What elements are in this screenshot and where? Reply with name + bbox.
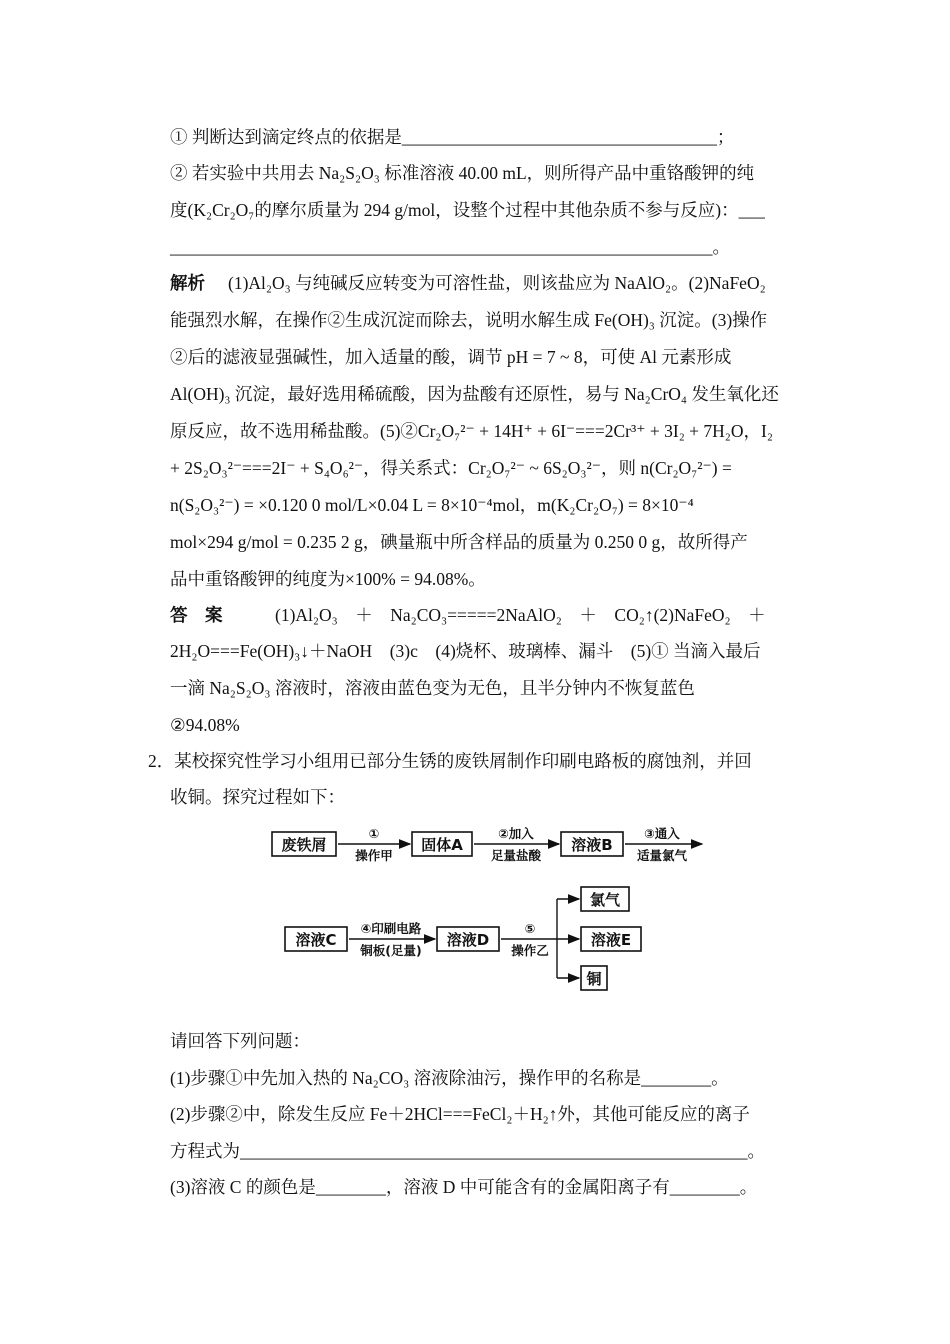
sub-question-3: (3)溶液 C 的颜色是________，溶液 D 中可能含有的金属阳离子有________。 (170, 1177, 758, 1197)
analysis-line: 品中重铬酸钾的纯度为×100% = 94.08%。 (170, 569, 486, 589)
answer-line: 2H₂O===Fe(OH)₃↓＋NaOH (3)c (4)烧杯、玻璃棒、漏斗 (5)① 当滴入最后 (170, 641, 761, 661)
analysis-line: (1)Al₂O₃ 与纯碱反应转变为可溶性盐，则该盐应为 NaAlO₂。(2)NaFeO₂ (228, 273, 766, 293)
step1-bottom-label: 操作甲 (355, 848, 393, 863)
step2-top-label: ②加入 (498, 826, 534, 841)
q1-item2-cont: 度(K₂Cr₂O₇的摩尔质量为 294 g/mol，设整个过程中其他杂质不参与反应)：___ (170, 200, 765, 220)
box-solid-a-label: 固体A (421, 836, 463, 854)
analysis-line: mol×294 g/mol = 0.235 2 g，碘量瓶中所含样品的质量为 0.250 0 g，故所得产 (170, 532, 748, 552)
box-solution-b-label: 溶液B (571, 836, 613, 854)
answer-label: 答 案 (170, 605, 223, 625)
step5-bottom-label: 操作乙 (511, 943, 549, 958)
box-waste-iron-label: 废铁屑 (281, 836, 327, 854)
box-solution-e-label: 溶液E (590, 931, 632, 949)
q1-item2-blank: ______________________________________________________________。 (170, 237, 730, 257)
step2-bottom-label: 足量盐酸 (490, 848, 542, 863)
analysis-line: + 2S₂O₃²⁻===2I⁻ + S₄O₆²⁻，得关系式：Cr₂O₇²⁻ ~ 6S₂O₃²⁻，则 n(Cr₂O₇²⁻) = (170, 458, 732, 478)
questions-intro: 请回答下列问题： (170, 1031, 310, 1051)
q1-item1: ① 判断达到滴定终点的依据是____________________________________； (170, 127, 735, 147)
answer-line: (1)Al₂O₃ ＋ Na₂CO₃=====2NaAlO₂ ＋ CO₂↑(2)NaFeO₂ ＋ (275, 605, 766, 625)
box-copper-label: 铜 (586, 970, 602, 988)
analysis-label: 解析 (170, 273, 205, 293)
q2-stem-cont: 收铜。探究过程如下： (170, 787, 345, 807)
analysis-line: Al(OH)₃ 沉淀，最好选用稀硫酸，因为盐酸有还原性，易与 Na₂CrO₄ 发生氧化还 (170, 384, 779, 404)
step3-bottom-label: 适量氯气 (636, 848, 688, 863)
step4-top-label: ④印刷电路 (360, 921, 422, 936)
sub-question-2-cont: 方程式为__________________________________________________________。 (170, 1141, 765, 1161)
analysis-line: 原反应，故不选用稀盐酸。(5)②Cr₂O₇²⁻ + 14H⁺ + 6I⁻===2Cr³⁺ + 3I₂ + 7H₂O，I₂ (170, 421, 773, 441)
step3-top-label: ③通入 (644, 826, 680, 841)
sub-question-1: (1)步骤①中先加入热的 Na₂CO₃ 溶液除油污，操作甲的名称是________。 (170, 1068, 729, 1088)
box-chlorine-label: 氯气 (589, 891, 621, 909)
analysis-line: 能强烈水解，在操作②生成沉淀而除去，说明水解生成 Fe(OH)₃ 沉淀。(3)操作 (170, 310, 768, 330)
sub-question-2: (2)步骤②中，除发生反应 Fe＋2HCl===FeCl₂＋H₂↑外，其他可能反应的离子 (170, 1104, 750, 1124)
analysis-line: n(S₂O₃²⁻) = ×0.120 0 mol/L×0.04 L = 8×10⁻⁴mol，m(K₂Cr₂O₇) = 8×10⁻⁴ (170, 495, 694, 515)
q1-item2: ② 若实验中共用去 Na₂S₂O₃ 标准溶液 40.00 mL，则所得产品中重铬酸钾的纯 (170, 163, 755, 183)
step1-top-label: ① (368, 826, 380, 841)
q2-stem: 2．某校探究性学习小组用已部分生锈的废铁屑制作印刷电路板的腐蚀剂，并回 (148, 751, 752, 771)
analysis-line: ②后的滤液显强碱性，加入适量的酸，调节 pH = 7 ~ 8，可使 Al 元素形成 (170, 347, 732, 367)
step5-top-label: ⑤ (524, 921, 536, 936)
answer-line: 一滴 Na₂S₂O₃ 溶液时，溶液由蓝色变为无色，且半分钟内不恢复蓝色 (170, 678, 695, 698)
process-flow-diagram (270, 820, 710, 995)
box-solution-c-label: 溶液C (295, 931, 337, 949)
box-solution-d-label: 溶液D (446, 931, 490, 949)
step4-bottom-label: 铜板(足量) (360, 943, 422, 958)
answer-line: ②94.08% (170, 715, 240, 735)
